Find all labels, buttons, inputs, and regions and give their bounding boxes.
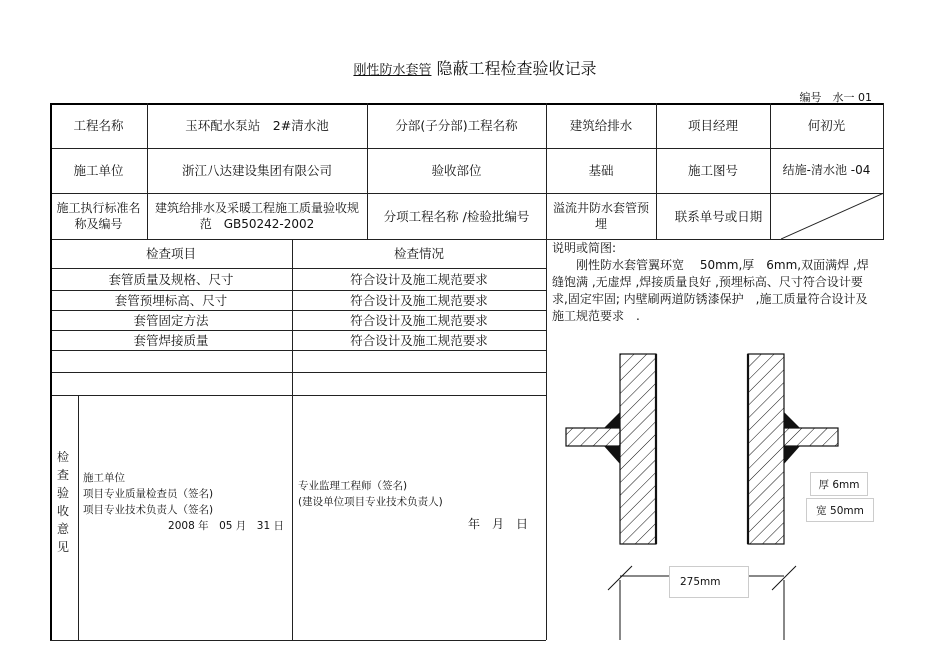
document-number: 编号 水一 01	[799, 91, 872, 104]
opinion-date: 2008 年 05 月 31 日	[168, 520, 284, 532]
check-row-4-status: 符合设计及施工规范要求	[350, 332, 488, 348]
opinion-supervisor-line2: (建设单位项目专业技术负责人)	[298, 496, 443, 508]
manager-value: 何初光	[807, 118, 846, 133]
project-name-value: 玉环配水泵站 2#清水池	[185, 118, 329, 133]
weld-bl	[604, 446, 620, 464]
item-value: 溢流井防水套管预埋	[552, 201, 649, 231]
project-name-label: 工程名称	[73, 118, 124, 133]
wall-left	[620, 354, 656, 544]
contractor-signatures	[83, 470, 288, 534]
accept-part-value: 基础	[588, 163, 614, 178]
title-main: 隐蔽工程检查验收记录	[436, 59, 597, 78]
opinion-contractor-line2: 项目专业质量检查员（签名)	[83, 488, 214, 500]
manager-label: 项目经理	[687, 118, 738, 133]
contact-label: 联系单号或日期	[674, 208, 763, 224]
check-row-1-item: 套管质量及规格、尺寸	[108, 271, 234, 287]
check-row-1-status: 符合设计及施工规范要求	[350, 271, 488, 287]
flange-left	[566, 428, 620, 446]
sub-project-label: 分部(子分部)工程名称	[395, 118, 518, 133]
check-row-2-status: 符合设计及施工规范要求	[350, 292, 488, 308]
wall-right	[748, 354, 784, 544]
opinion-contractor-line3: 项目专业技术负责人（签名)	[83, 504, 214, 516]
contractor-label: 施工单位	[73, 163, 124, 178]
standard-value: 建筑给排水及采暖工程施工质量验收规范 GB50242-2002	[154, 201, 359, 231]
notes-heading: 说明或简图:	[552, 241, 617, 255]
check-row-3-status: 符合设计及施工规范要求	[350, 312, 488, 328]
check-row-2-item: 套管预埋标高、尺寸	[114, 292, 228, 308]
length-label: 275mm	[669, 566, 749, 598]
page-title	[0, 56, 950, 79]
contractor-value: 浙江八达建设集团有限公司	[181, 163, 332, 178]
thickness-label: 厚 6mm	[810, 472, 868, 496]
diagonal-slash	[781, 193, 884, 239]
check-status-header: 检查情况	[393, 246, 444, 261]
notes-body: 刚性防水套管翼环宽 50mm,厚 6mm,双面满焊 ,焊缝饱满 ,无虚焊 ,焊接质量良好 ,预埋标高、尺寸符合设计要求,固定牢固; 内壁刷两道防锈漆保护 ,施工质量符合设计及施工规范要求 .	[552, 258, 869, 323]
weld-tl	[604, 412, 620, 428]
weld-tr	[784, 412, 800, 428]
supervisor-signatures	[298, 478, 543, 510]
opinion-contractor-line1: 施工单位	[83, 472, 125, 484]
item-label: 分项工程名称 /检验批编号	[383, 208, 530, 224]
drawing-no-label: 施工图号	[687, 163, 738, 178]
check-row-4-item: 套管焊接质量	[133, 332, 209, 348]
drawing-no-value: 结施-清水池 -04	[782, 163, 871, 177]
flange-right	[784, 428, 838, 446]
opinion-supervisor-line1: 专业监理工程师（签名)	[298, 480, 408, 492]
notes-block	[552, 240, 872, 325]
title-underlined: 刚性防水套管	[353, 63, 432, 78]
check-item-header: 检查项目	[145, 246, 196, 261]
standard-label: 施工执行标准名称及编号	[56, 201, 141, 231]
opinion-date-blank: 年 月 日	[468, 517, 529, 531]
check-row-3-item: 套管固定方法	[133, 312, 209, 328]
weld-br	[784, 446, 800, 464]
width-label: 宽 50mm	[806, 498, 874, 522]
opinion-label: 检查验收意见	[56, 450, 69, 554]
sub-project-value: 建筑给排水	[569, 118, 633, 133]
accept-part-label: 验收部位	[431, 163, 482, 178]
